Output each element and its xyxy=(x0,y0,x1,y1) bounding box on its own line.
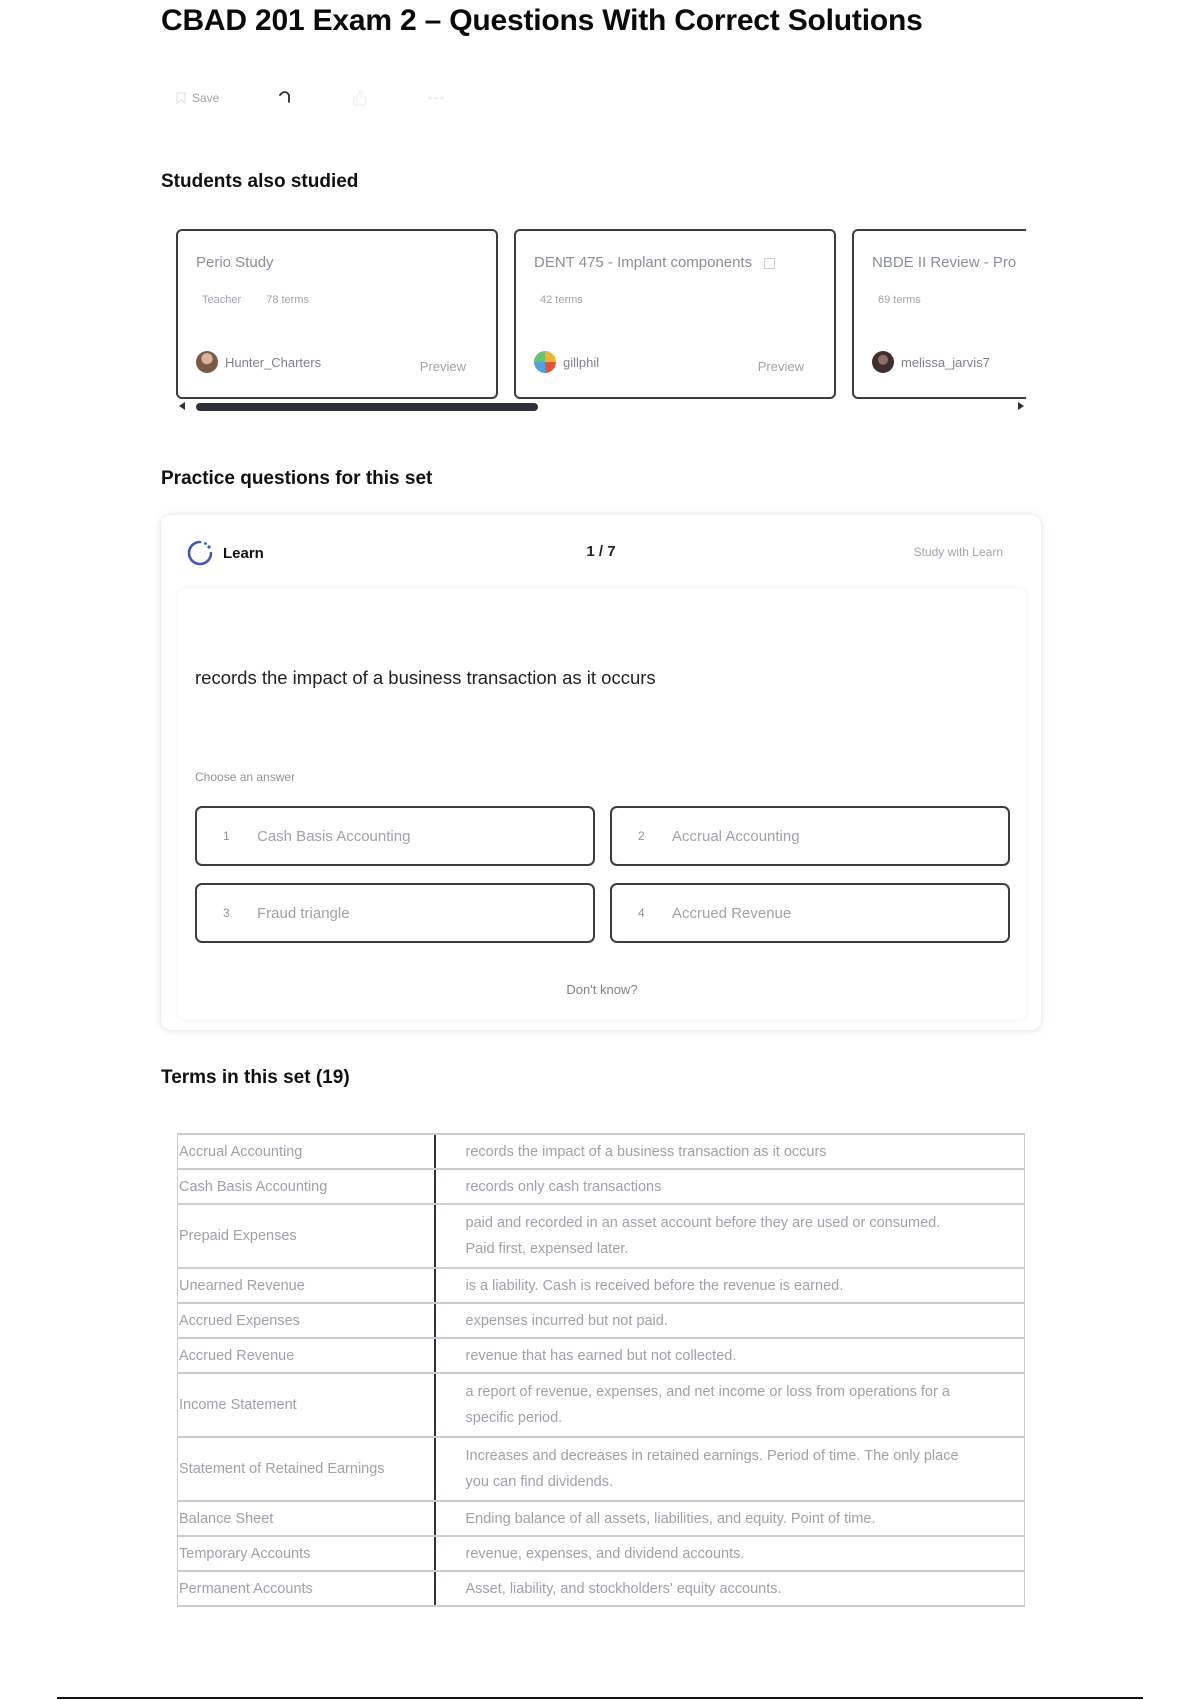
scrollbar-thumb[interactable] xyxy=(196,403,538,411)
table-row xyxy=(178,1501,1025,1536)
question-counter: 1 / 7 xyxy=(586,543,616,560)
definition-cell: records the impact of a business transaction as it occurs xyxy=(435,1134,1025,1169)
study-set-author[interactable] xyxy=(534,351,599,373)
scroll-left-icon[interactable] xyxy=(179,402,185,410)
definition-cell: Ending balance of all assets, liabilities, and equity. Point of time. xyxy=(435,1501,1025,1536)
page-divider xyxy=(57,1697,1143,1699)
definition-cell: is a liability. Cash is received before the revenue is earned. xyxy=(435,1268,1025,1303)
bookmark-icon xyxy=(176,92,186,104)
answer-number: 1 xyxy=(223,829,230,843)
students-also-studied-heading: Students also studied xyxy=(161,171,359,192)
author-name: melissa_jarvis7 xyxy=(901,354,990,370)
study-set-meta xyxy=(540,294,605,306)
learn-panel xyxy=(161,515,1041,1030)
table-row xyxy=(178,1338,1025,1373)
table-row xyxy=(178,1303,1025,1338)
terms-heading: Terms in this set (19) xyxy=(161,1067,350,1088)
answer-label: Cash Basis Accounting xyxy=(257,827,411,845)
definition-cell: expenses incurred but not paid. xyxy=(435,1303,1025,1338)
table-row xyxy=(178,1268,1025,1303)
save-label: Save xyxy=(192,91,220,105)
share-icon xyxy=(277,90,293,106)
study-set-author[interactable] xyxy=(196,351,321,373)
terms-table xyxy=(177,1133,1025,1607)
choose-answer-label: Choose an answer xyxy=(195,770,296,784)
answer-label: Fraud triangle xyxy=(257,904,350,922)
term-cell: Income Statement xyxy=(178,1373,435,1437)
author-name: gillphil xyxy=(563,354,600,370)
preview-button[interactable]: Preview xyxy=(419,359,466,374)
term-cell: Balance Sheet xyxy=(178,1501,435,1536)
study-sets-carousel xyxy=(176,229,1026,417)
preview-button[interactable]: Preview xyxy=(757,359,804,374)
answer-label: Accrued Revenue xyxy=(672,904,792,922)
study-set-title-text: DENT 475 - Implant components xyxy=(534,254,753,271)
term-cell: Unearned Revenue xyxy=(178,1268,435,1303)
question-card xyxy=(178,588,1026,1020)
study-set-author[interactable] xyxy=(872,351,990,373)
answer-option[interactable] xyxy=(195,883,595,943)
term-cell: Temporary Accounts xyxy=(178,1536,435,1571)
term-cell: Accrual Accounting xyxy=(178,1134,435,1169)
study-set-meta xyxy=(202,294,331,306)
study-set-card[interactable] xyxy=(176,229,498,399)
table-row xyxy=(178,1134,1025,1169)
definition-cell: paid and recorded in an asset account before they are used or consumed. Paid first, expensed later. xyxy=(435,1204,1025,1268)
question-text: records the impact of a business transaction as it occurs xyxy=(195,667,656,688)
table-row xyxy=(178,1437,1025,1501)
share-button[interactable] xyxy=(277,90,293,106)
thumbs-up-icon xyxy=(351,89,369,107)
definition-cell: records only cash transactions xyxy=(435,1169,1025,1204)
study-set-term-count: 78 terms xyxy=(266,294,309,306)
thumbs-up-button[interactable] xyxy=(351,89,369,107)
answer-number: 3 xyxy=(223,906,230,920)
study-set-title: Perio Study xyxy=(196,254,274,271)
study-with-learn-link[interactable]: Study with Learn xyxy=(913,545,1003,559)
answer-label: Accrual Accounting xyxy=(672,827,800,845)
practice-questions-heading: Practice questions for this set xyxy=(161,468,433,489)
answer-option[interactable] xyxy=(195,806,595,866)
term-cell: Accrued Revenue xyxy=(178,1338,435,1373)
answer-option[interactable] xyxy=(610,806,1010,866)
save-button[interactable] xyxy=(176,91,219,105)
learn-label: Learn xyxy=(223,544,264,562)
page-title: CBAD 201 Exam 2 – Questions With Correct Solutions xyxy=(161,4,923,37)
learn-header xyxy=(161,515,1041,573)
table-row xyxy=(178,1536,1025,1571)
definition-cell: Asset, liability, and stockholders' equity accounts. xyxy=(435,1571,1025,1606)
definition-cell: a report of revenue, expenses, and net income or loss from operations for a specific period. xyxy=(435,1373,1025,1437)
definition-cell: revenue, expenses, and dividend accounts. xyxy=(435,1536,1025,1571)
avatar xyxy=(196,351,218,373)
scroll-right-icon[interactable] xyxy=(1018,402,1024,410)
study-set-card[interactable] xyxy=(852,229,1026,399)
study-set-title xyxy=(534,254,775,271)
study-set-meta xyxy=(878,294,943,306)
table-row xyxy=(178,1571,1025,1606)
avatar xyxy=(534,351,556,373)
table-row xyxy=(178,1373,1025,1437)
flashcard-icon xyxy=(764,258,775,269)
answer-number: 2 xyxy=(638,829,645,843)
study-set-title: NBDE II Review - Pro xyxy=(872,254,1017,271)
term-cell: Accrued Expenses xyxy=(178,1303,435,1338)
term-cell: Permanent Accounts xyxy=(178,1571,435,1606)
term-cell: Prepaid Expenses xyxy=(178,1204,435,1268)
toolbar xyxy=(176,80,503,116)
term-cell: Cash Basis Accounting xyxy=(178,1169,435,1204)
term-cell: Statement of Retained Earnings xyxy=(178,1437,435,1501)
more-icon xyxy=(427,95,445,101)
study-set-role: Teacher xyxy=(202,294,242,306)
answer-number: 4 xyxy=(638,906,645,920)
more-button[interactable] xyxy=(427,95,445,101)
table-row xyxy=(178,1169,1025,1204)
avatar xyxy=(872,351,894,373)
carousel-scrollbar[interactable] xyxy=(179,400,1024,412)
definition-cell: revenue that has earned but not collected. xyxy=(435,1338,1025,1373)
dont-know-button[interactable]: Don't know? xyxy=(566,982,638,997)
author-name: Hunter_Charters xyxy=(225,354,322,370)
study-set-term-count: 42 terms xyxy=(540,294,583,306)
study-set-card[interactable] xyxy=(514,229,836,399)
answer-option[interactable] xyxy=(610,883,1010,943)
table-row xyxy=(178,1204,1025,1268)
study-set-term-count: 69 terms xyxy=(878,294,921,306)
definition-cell: Increases and decreases in retained earnings. Period of time. The only place you can find dividends. xyxy=(435,1437,1025,1501)
